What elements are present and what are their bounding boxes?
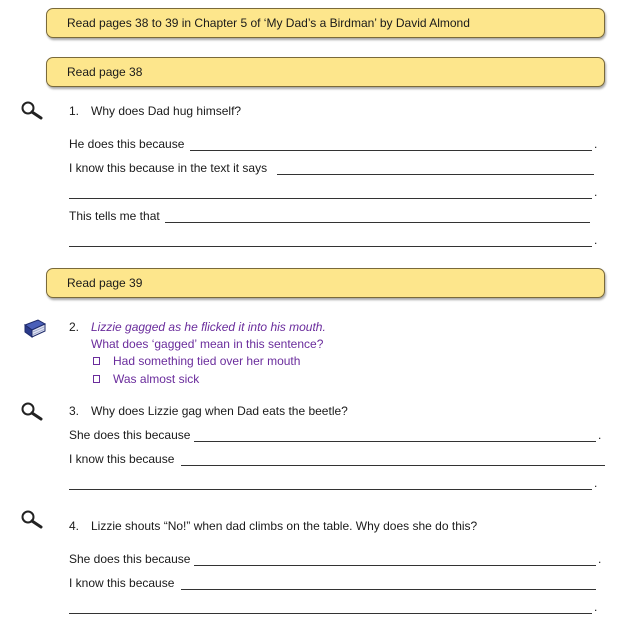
q4-answer-line-3[interactable]: [69, 613, 592, 614]
page38-banner: [46, 57, 605, 87]
q1-tells-label: This tells me that: [69, 209, 160, 223]
q3-know-label: I know this because: [69, 452, 175, 466]
full-stop: .: [594, 185, 598, 199]
book-icon: [23, 318, 47, 340]
q1-answer-line-3[interactable]: [69, 198, 592, 199]
q4-question: Lizzie shouts “No!” when dad climbs on the table. Why does she do this?: [91, 519, 478, 533]
magnifier-icon: [20, 509, 46, 529]
q1-number: 1.: [69, 104, 80, 118]
q1-question: Why does Dad hug himself?: [91, 104, 242, 118]
q3-number: 3.: [69, 404, 80, 418]
q2-question: What does ‘gagged’ mean in this sentence?: [91, 337, 324, 351]
q2-option-1: Had something tied over her mouth: [113, 354, 301, 368]
full-stop: .: [598, 552, 602, 566]
q1-answer-line-2[interactable]: [277, 174, 594, 175]
q3-answer-line-1[interactable]: [194, 441, 596, 442]
q4-number: 4.: [69, 519, 80, 533]
q4-answer-line-1[interactable]: [194, 565, 596, 566]
q1-answer-line-5[interactable]: [69, 246, 592, 247]
q2-number: 2.: [69, 320, 80, 334]
page39-banner-text: Read page 39: [67, 276, 143, 290]
q2-option-2: Was almost sick: [113, 372, 200, 386]
q3-answer-line-2[interactable]: [181, 465, 605, 466]
chapter-banner-text: Read pages 38 to 39 in Chapter 5 of ‘My Dad’s a Birdman’ by David Almond: [67, 16, 470, 30]
q4-know-label: I know this because: [69, 576, 175, 590]
magnifier-icon: [20, 401, 46, 421]
q3-answer-line-3[interactable]: [69, 489, 592, 490]
full-stop: .: [598, 428, 602, 442]
q1-know-label: I know this because in the text it says: [69, 161, 268, 175]
full-stop: .: [594, 476, 598, 490]
q2-quote: Lizzie gagged as he flicked it into his mouth.: [91, 320, 326, 334]
page39-banner: [46, 268, 605, 298]
full-stop: .: [594, 600, 598, 614]
q1-answer-line-4[interactable]: [165, 222, 590, 223]
q4-answer-line-2[interactable]: [181, 589, 596, 590]
q1-answer-line-1[interactable]: [190, 150, 592, 151]
q3-because-label: She does this because: [69, 428, 191, 442]
chapter-banner: [46, 8, 605, 38]
page38-banner-text: Read page 38: [67, 65, 143, 79]
magnifier-icon: [20, 100, 46, 120]
q3-question: Why does Lizzie gag when Dad eats the beetle?: [91, 404, 348, 418]
full-stop: .: [594, 137, 598, 151]
q2-option-1-checkbox[interactable]: [93, 357, 100, 365]
q1-because-label: He does this because: [69, 137, 185, 151]
full-stop: .: [594, 233, 598, 247]
q2-option-2-checkbox[interactable]: [93, 375, 100, 383]
q4-because-label: She does this because: [69, 552, 191, 566]
